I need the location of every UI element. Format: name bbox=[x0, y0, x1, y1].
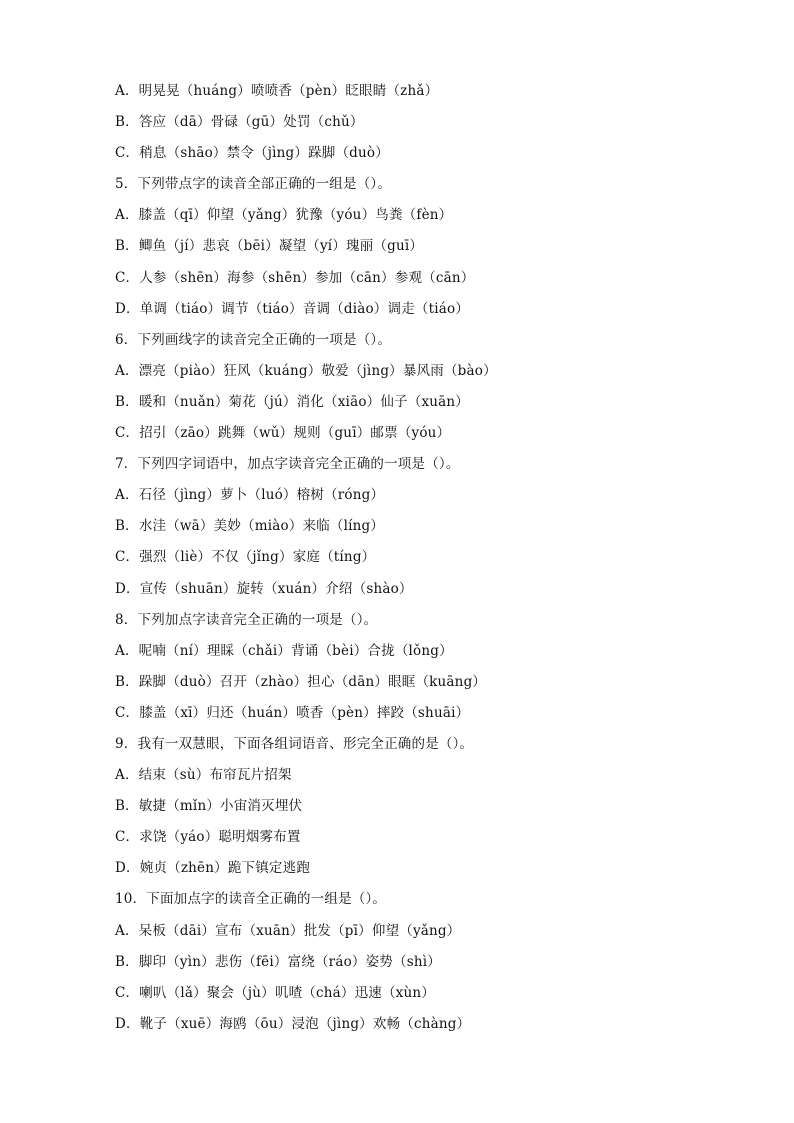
option-line: C．喇叭（lǎ）聚会（jù）叽喳（chá）迅速（xùn） bbox=[115, 984, 435, 1001]
question-line: 8．下列加点字读音完全正确的一项是（）。 bbox=[115, 611, 378, 628]
option-line: A．呢喃（ní）理睬（chǎi）背诵（bèi）合拢（lǒng） bbox=[115, 642, 453, 659]
option-line: C．强烈（liè）不仅（jǐng）家庭（tíng） bbox=[115, 549, 376, 566]
option-line: A．呆板（dāi）宣布（xuān）批发（pī）仰望（yǎng） bbox=[115, 922, 461, 939]
option-line: B．脚印（yìn）悲伤（fēi）富绕（ráo）姿势（shì） bbox=[115, 953, 441, 970]
option-line: C．求饶（yáo）聪明烟雾布置 bbox=[115, 829, 301, 846]
option-line: D．宣传（shuān）旋转（xuán）介绍（shào） bbox=[115, 580, 413, 597]
option-line: B．答应（dā）骨碌（gū）处罚（chǔ） bbox=[115, 114, 364, 131]
option-line: C．招引（zāo）跳舞（wǔ）规则（guī）邮票（yóu） bbox=[115, 425, 451, 442]
question-line: 7．下列四字词语中，加点字读音完全正确的一项是（）。 bbox=[115, 456, 460, 473]
question-line: 10．下面加点字的读音全正确的一组是（）。 bbox=[115, 891, 387, 908]
option-line: D．靴子（xuē）海鸥（ōu）浸泡（jìng）欢畅（chàng） bbox=[115, 1015, 471, 1032]
question-line: 9．我有一双慧眼，下面各组词语音、形完全正确的是（）。 bbox=[115, 735, 474, 752]
option-line: A．膝盖（qī）仰望（yǎng）犹豫（yóu）鸟粪（fèn） bbox=[115, 207, 453, 224]
question-line: 5．下列带点字的读音全部正确的一组是（）。 bbox=[115, 176, 392, 193]
option-line: B．鲫鱼（jí）悲哀（bēi）凝望（yí）瑰丽（guī） bbox=[115, 238, 424, 255]
option-line: B．敏捷（mǐn）小宙消灭埋伏 bbox=[115, 798, 303, 815]
option-line: B．暖和（nuǎn）菊花（jú）消化（xiāo）仙子（xuān） bbox=[115, 393, 469, 410]
option-line: C．人参（shēn）海参（shēn）参加（cān）参观（cān） bbox=[115, 269, 475, 286]
option-line: D．婉贞（zhēn）跪下镇定逃跑 bbox=[115, 860, 311, 877]
option-line: B．跺脚（duò）召开（zhào）担心（dān）眼眶（kuāng） bbox=[115, 673, 487, 690]
option-line: D．单调（tiáo）调节（tiáo）音调（diào）调走（tiáo） bbox=[115, 300, 470, 317]
option-line: C．膝盖（xī）归还（huán）喷香（pèn）摔跤（shuāi） bbox=[115, 704, 470, 721]
question-line: 6．下列画线字的读音完全正确的一项是（）。 bbox=[115, 331, 392, 348]
option-line: A．明晃晃（huáng）喷喷香（pèn）眨眼睛（zhǎ） bbox=[115, 83, 439, 99]
question-list bbox=[115, 80, 735, 1044]
option-line: C．稍息（shāo）禁令（jìng）跺脚（duò） bbox=[115, 145, 389, 162]
option-line: A．漂亮（piào）狂风（kuáng）敬爱（jìng）暴风雨（bào） bbox=[115, 362, 497, 379]
option-line: A．结束（sù）布帘瓦片招架 bbox=[115, 767, 292, 784]
option-line: A．石径（jìng）萝卜（luó）榕树（róng） bbox=[115, 487, 385, 504]
option-line: B．水洼（wā）美妙（miào）来临（líng） bbox=[115, 518, 385, 535]
